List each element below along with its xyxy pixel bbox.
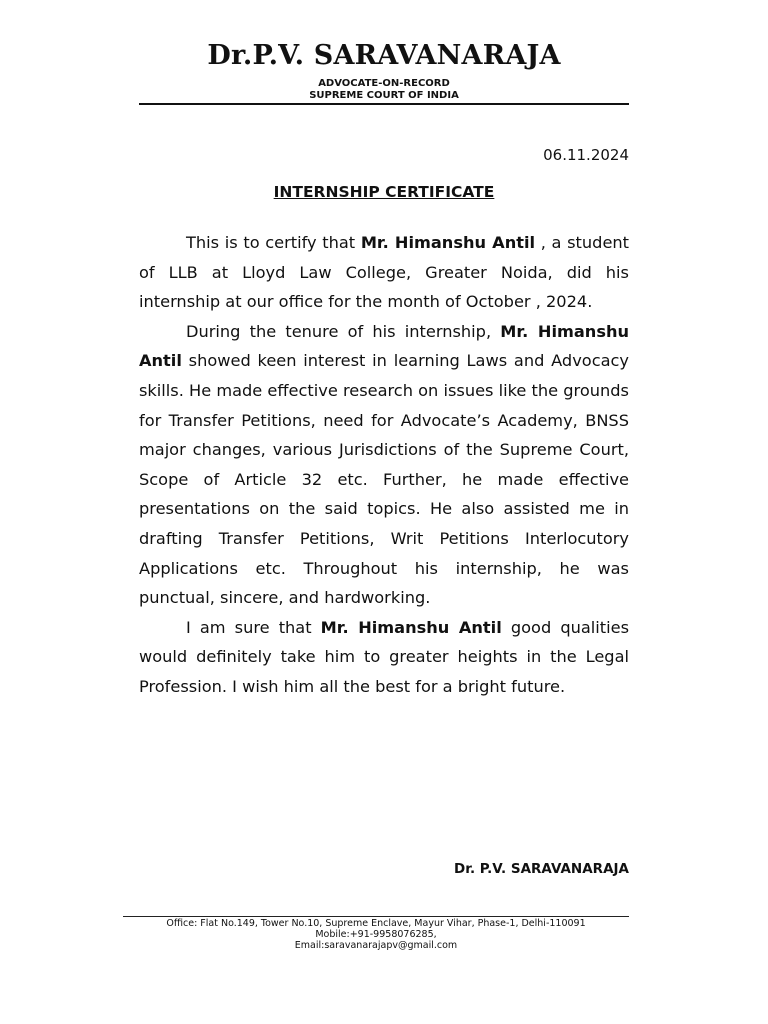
intern-name: Mr. Himanshu Antil [139,321,630,371]
letterhead-name: Dr.P.V. SARAVANARAJA [207,40,561,71]
letterhead-divider [139,103,629,105]
paragraph-2-text-a: During the tenure of his internship, [186,321,501,341]
paragraph-3-text-a: I am sure that [186,617,321,637]
paragraph-2-text-b: showed keen interest in learning Laws and Advocacy skills. He made effective research on issues like the grounds for Transfer Petitions, need for Advocate’s Academy, BNSS major changes, various Jurisdictions of the Supreme Court, Scope of Article 32 etc. Further, he made effective presentations on the said topics. He also assisted me in drafting Transfer Petitions, Writ Petitions Interlocutory Applications etc. Throughout his internship, he was punctual, sincere, and hardworking. [139,351,629,608]
certificate-body [139,228,629,702]
letterhead-designation: ADVOCATE-ON-RECORD [318,78,450,89]
signatory-name: Dr. P.V. SARAVANARAJA [454,861,629,877]
paragraph-3-text-b: good qualities would definitely take him to greater heights in the Legal Profession. I wish him all the best for a bright future. [139,617,629,696]
certificate-title: INTERNSHIP CERTIFICATE [273,183,495,201]
paragraph-1-text-a: This is to certify that [186,233,361,252]
paragraph-2 [139,317,629,613]
paragraph-1-text-b: , a student of LLB at Lloyd Law College, Greater Noida, did his internship at our office for the month of October , 2024. [139,233,630,312]
footer-mobile: Mobile:+91-9958076285, [315,929,437,940]
letter-date: 06.11.2024 [543,146,629,164]
footer-divider [123,916,629,917]
footer-office-address: Office: Flat No.149, Tower No.10, Supreme Enclave, Mayur Vihar, Phase-1, Delhi-110091 [166,918,586,929]
letterhead-court: SUPREME COURT OF INDIA [309,90,459,101]
paragraph-1 [139,228,629,317]
intern-name: Mr. Himanshu Antil [360,233,536,252]
paragraph-3 [139,613,629,702]
footer-email: Email:saravanarajapv@gmail.com [294,940,458,951]
intern-name: Mr. Himanshu Antil [320,617,502,637]
